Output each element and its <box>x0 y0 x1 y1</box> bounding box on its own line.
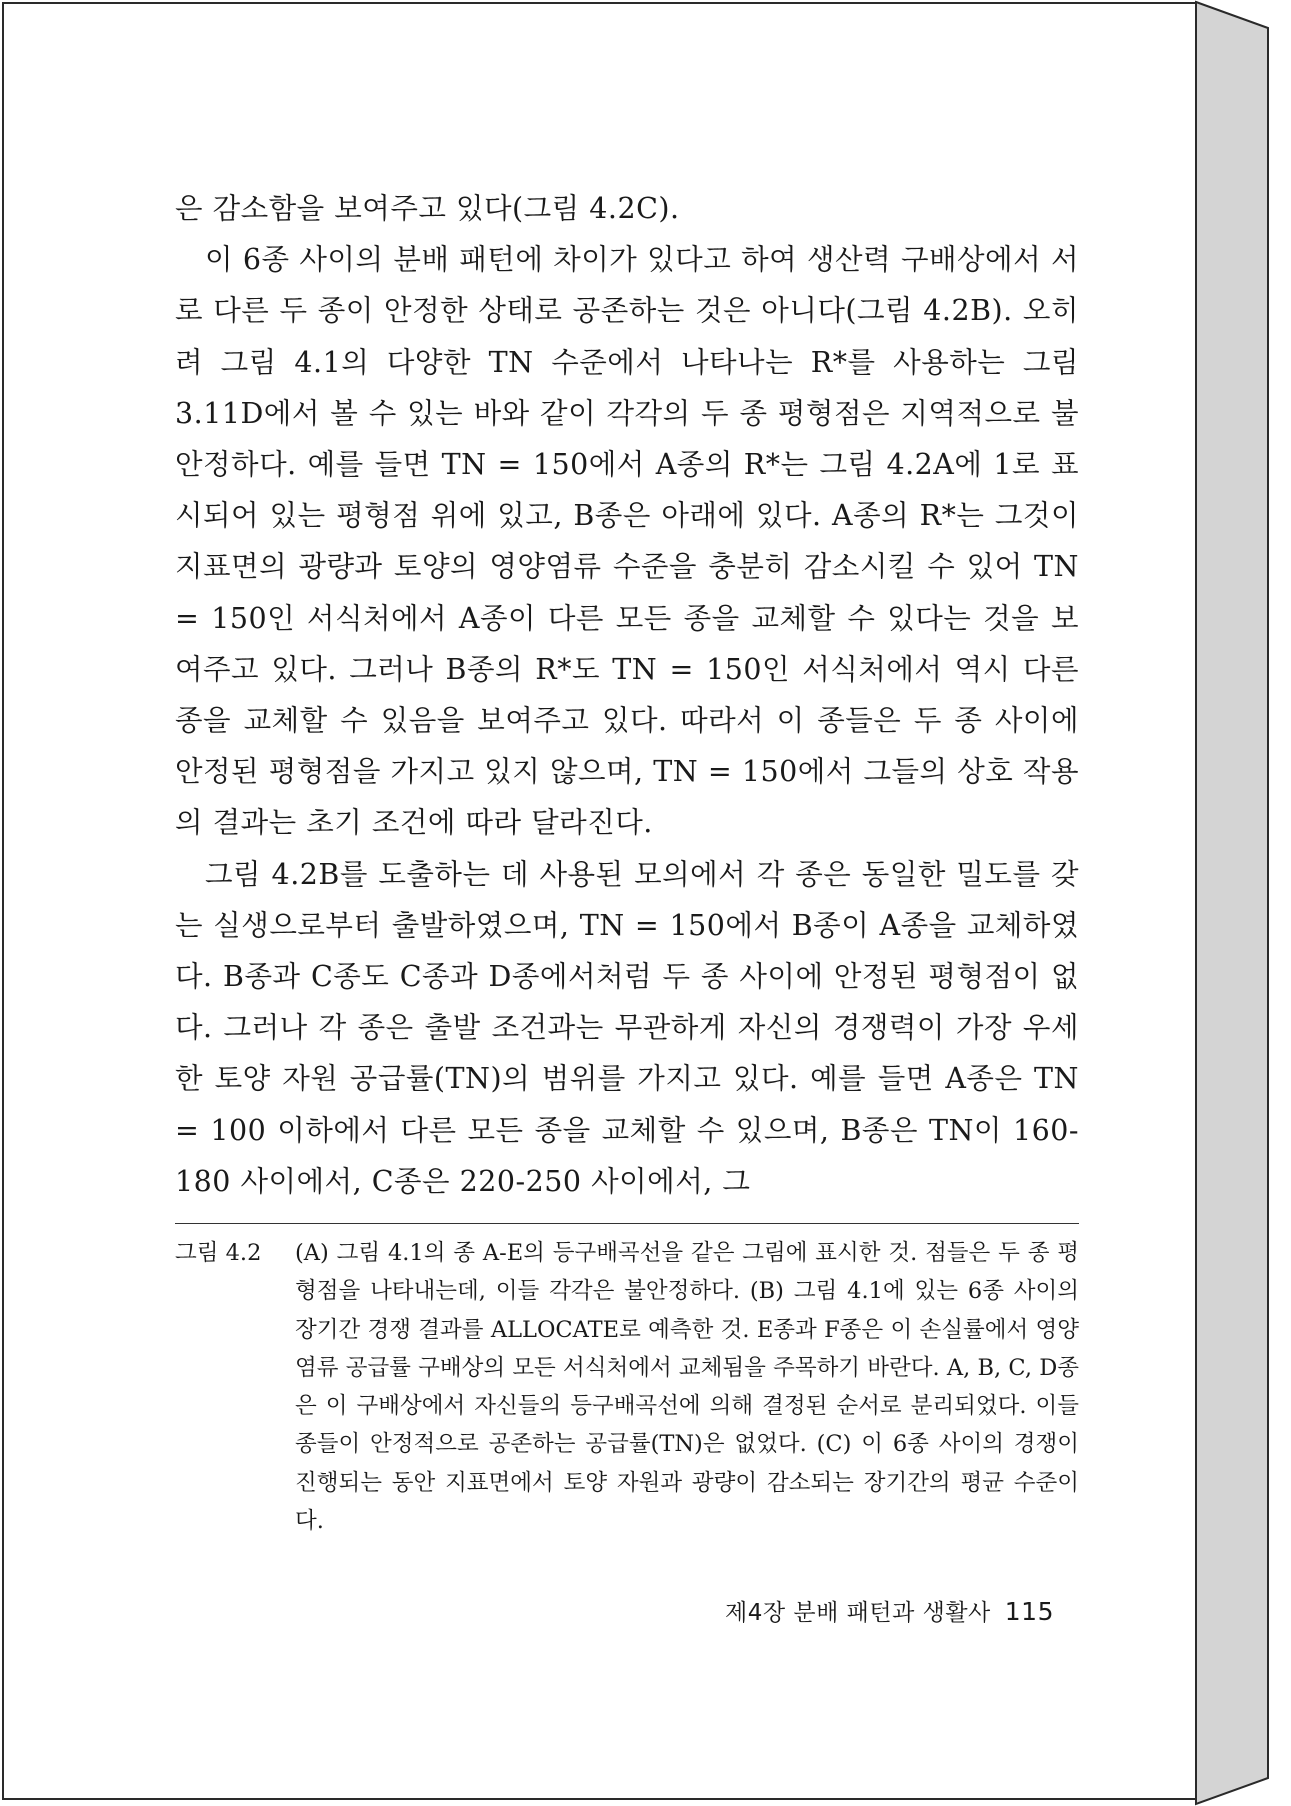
body-text <box>175 183 1079 1207</box>
paragraph: 은 감소함을 보여주고 있다(그림 4.2C). <box>175 192 680 225</box>
page-number: 115 <box>1004 1597 1054 1626</box>
caption-label: 그림 4.2 <box>175 1240 262 1266</box>
paragraph: 이 6종 사이의 분배 패턴에 차이가 있다고 하여 생산력 구배상에서 서로 다른 두 종이 안정한 상태로 공존하는 것은 아니다(그림 4.2B). 오히려 그림 4.1의 다양한 TN 수준에서 나타나는 R*를 사용하는 그림 3.11D에서 볼 수 있는 바와 같이 각각의 두 종 평형점은 지역적으로 불안정하다. 예를 들면 TN = 150에서 A종의 R*는 그림 4.2A에 1로 표시되어 있는 평형점 위에 있고, B종은 아래에 있다. A종의 R*는 그것이 지표면의 광량과 토양의 영양염류 수준을 충분히 감소시킬 수 있어 TN = 150인 서식처에서 A종이 다른 모든 종을 교체할 수 있다는 것을 보여주고 있다. 그러나 B종의 R*도 TN = 150인 서식처에서 역시 다른 종을 교체할 수 있음을 보여주고 있다. 따라서 이 종들은 두 종 사이에 안정된 평형점을 가지고 있지 않으며, TN = 150에서 그들의 상호 작용의 결과는 초기 조건에 따라 달라진다. <box>175 243 1079 840</box>
caption-divider <box>175 1223 1079 1224</box>
figure-caption <box>175 1234 1079 1540</box>
paragraph: 그림 4.2B를 도출하는 데 사용된 모의에서 각 종은 동일한 밀도를 갖는 실생으로부터 출발하였으며, TN = 150에서 B종이 A종을 교체하였다. B종과 C종도 C종과 D종에서처럼 두 종 사이에 안정된 평형점이 없다. 그러나 각 종은 출발 조건과는 무관하게 자신의 경쟁력이 가장 우세한 토양 자원 공급률(TN)의 범위를 가지고 있다. 예를 들면 A종은 TN = 100 이하에서 다른 모든 종을 교체할 수 있으며, B종은 TN이 160-180 사이에서, C종은 220-250 사이에서, 그 <box>175 857 1079 1198</box>
chapter-title: 제4장 분배 패턴과 생활사 <box>725 1600 991 1626</box>
page-footer <box>650 1594 1054 1627</box>
caption-text: (A) 그림 4.1의 종 A-E의 등구배곡선을 같은 그림에 표시한 것. 점들은 두 종 평형점을 나타내는데, 이들 각각은 불안정하다. (B) 그림 4.1에 있는 6종 사이의 장기간 경쟁 결과를 ALLOCATE로 예측한 것. E종과 F종은 이 손실률에서 영양염류 공급률 구배상의 모든 서식처에서 교체됨을 주목하기 바란다. A, B, C, D종은 이 구배상에서 자신들의 등구배곡선에 의해 결정된 순서로 분리되었다. 이들 종들이 안정적으로 공존하는 공급률(TN)은 없었다. (C) 이 6종 사이의 경쟁이 진행되는 동안 지표면에서 토양 자원과 광량이 감소되는 장기간의 평균 수준이다. <box>295 1240 1079 1535</box>
